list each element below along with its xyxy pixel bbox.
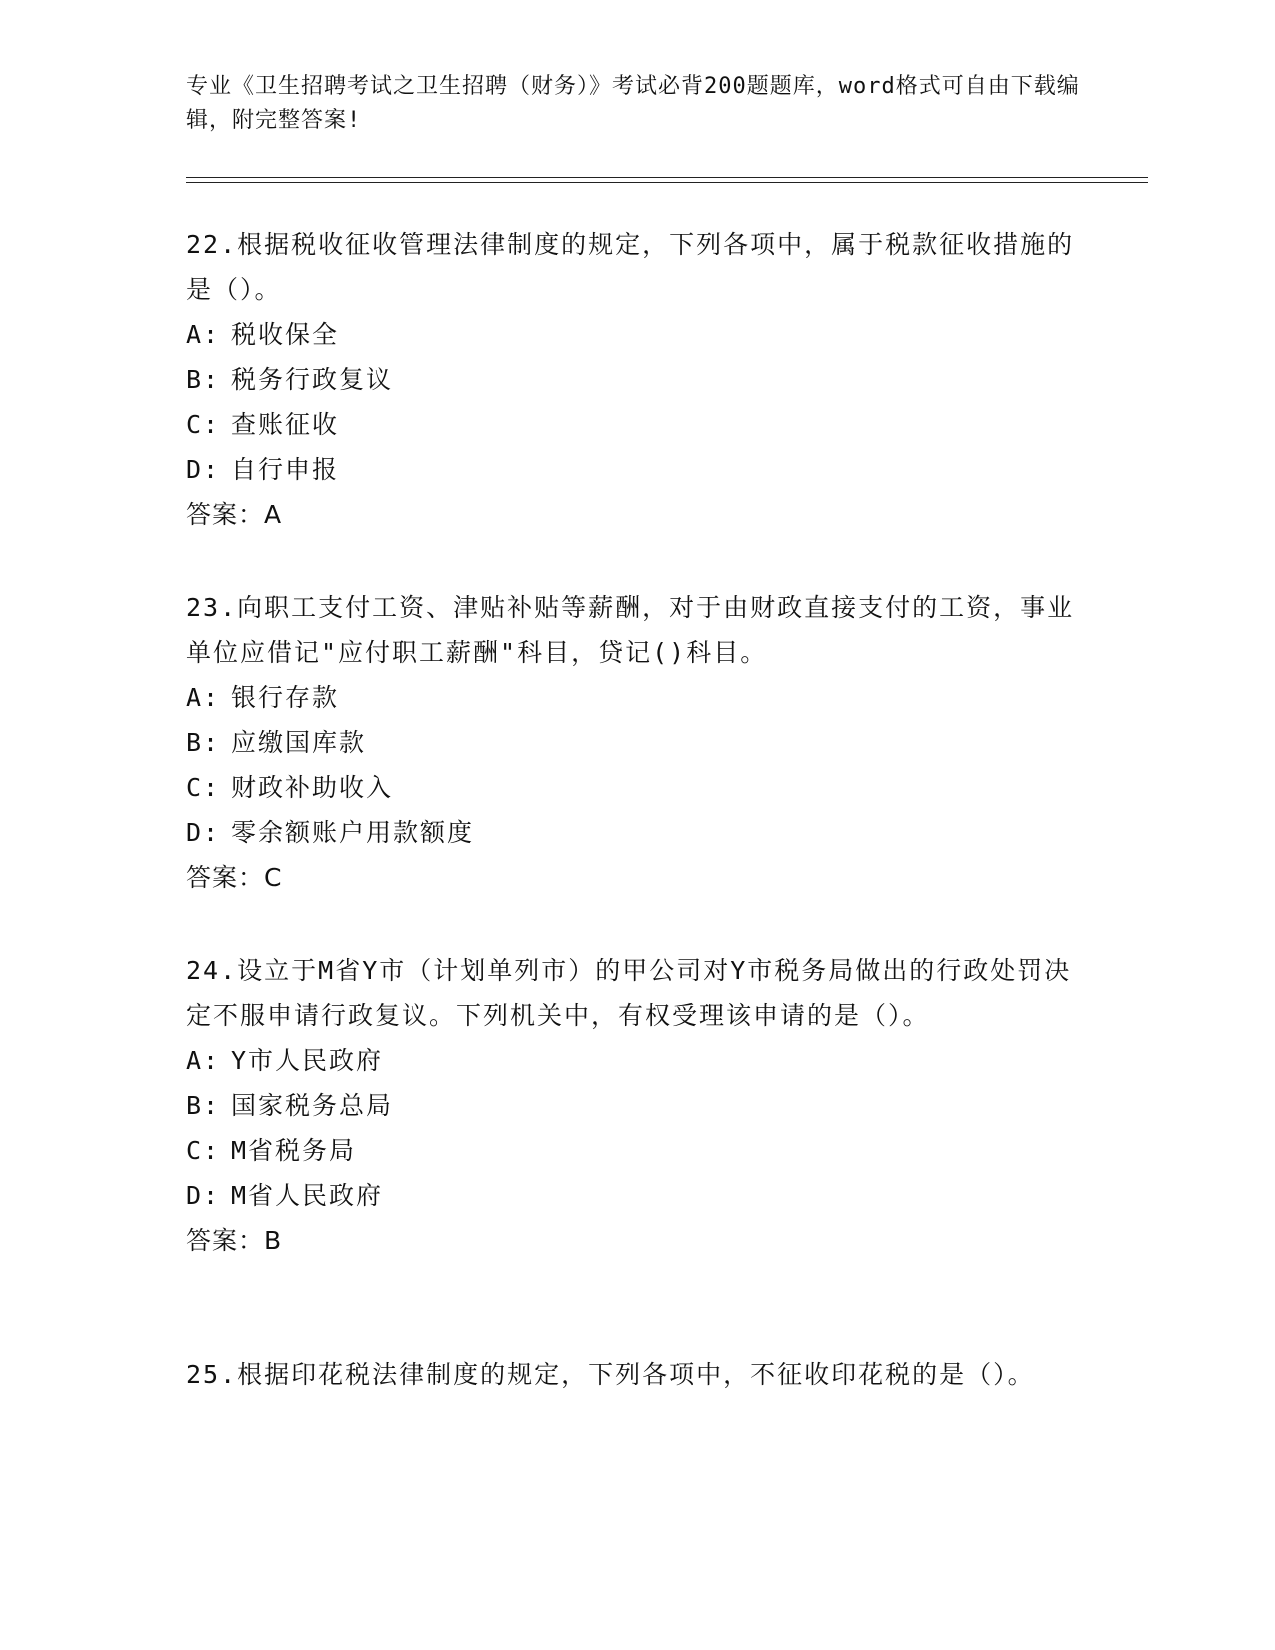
option-a xyxy=(186,312,1086,357)
option-letter: A: xyxy=(186,683,221,712)
option-text: Y市人民政府 xyxy=(231,1046,384,1075)
question-stem: 24.设立于M省Y市（计划单列市）的甲公司对Y市税务局做出的行政处罚决定不服申请行政复议。下列机关中，有权受理该申请的是（）。 xyxy=(186,956,1072,1030)
answer-line: 答案：C xyxy=(186,863,283,892)
question-23 xyxy=(186,585,1086,900)
option-a xyxy=(186,675,1086,720)
option-d xyxy=(186,1173,1086,1218)
header-double-rule xyxy=(186,177,1148,183)
option-b xyxy=(186,720,1086,765)
question-stem: 23.向职工支付工资、津贴补贴等薪酬，对于由财政直接支付的工资，事业单位应借记"应付职工薪酬"科目，贷记()科目。 xyxy=(186,593,1075,667)
option-letter: A: xyxy=(186,320,221,349)
question-22 xyxy=(186,222,1086,537)
option-letter: B: xyxy=(186,728,221,757)
option-letter: C: xyxy=(186,410,221,439)
option-letter: D: xyxy=(186,1181,221,1210)
option-text: 查账征收 xyxy=(231,410,340,439)
option-text: 国家税务总局 xyxy=(231,1091,394,1120)
option-letter: D: xyxy=(186,455,221,484)
header-text: 专业《卫生招聘考试之卫生招聘（财务）》考试必背200题题库，word格式可自由下载编辑，附完整答案! xyxy=(186,74,1080,133)
option-letter: B: xyxy=(186,365,221,394)
option-c xyxy=(186,402,1086,447)
question-25 xyxy=(186,1352,1086,1397)
option-a xyxy=(186,1038,1086,1083)
option-text: 税收保全 xyxy=(231,320,340,349)
question-stem: 22.根据税收征收管理法律制度的规定，下列各项中，属于税款征收措施的是（）。 xyxy=(186,230,1075,304)
option-d xyxy=(186,810,1086,855)
option-d xyxy=(186,447,1086,492)
option-b xyxy=(186,357,1086,402)
question-24 xyxy=(186,948,1086,1263)
option-text: M省税务局 xyxy=(231,1136,357,1165)
option-text: 应缴国库款 xyxy=(231,728,367,757)
option-c xyxy=(186,765,1086,810)
question-stem: 25.根据印花税法律制度的规定，下列各项中，不征收印花税的是（）。 xyxy=(186,1360,1035,1389)
option-text: 自行申报 xyxy=(231,455,340,484)
option-b xyxy=(186,1083,1086,1128)
answer-line: 答案：B xyxy=(186,1226,283,1255)
document-header xyxy=(186,70,1086,138)
option-text: 银行存款 xyxy=(231,683,340,712)
option-text: 财政补助收入 xyxy=(231,773,394,802)
option-letter: C: xyxy=(186,773,221,802)
option-text: M省人民政府 xyxy=(231,1181,384,1210)
option-c xyxy=(186,1128,1086,1173)
option-text: 税务行政复议 xyxy=(231,365,394,394)
option-letter: A: xyxy=(186,1046,221,1075)
option-letter: B: xyxy=(186,1091,221,1120)
answer-line: 答案：A xyxy=(186,500,283,529)
option-letter: D: xyxy=(186,818,221,847)
option-text: 零余额账户用款额度 xyxy=(231,818,475,847)
option-letter: C: xyxy=(186,1136,221,1165)
